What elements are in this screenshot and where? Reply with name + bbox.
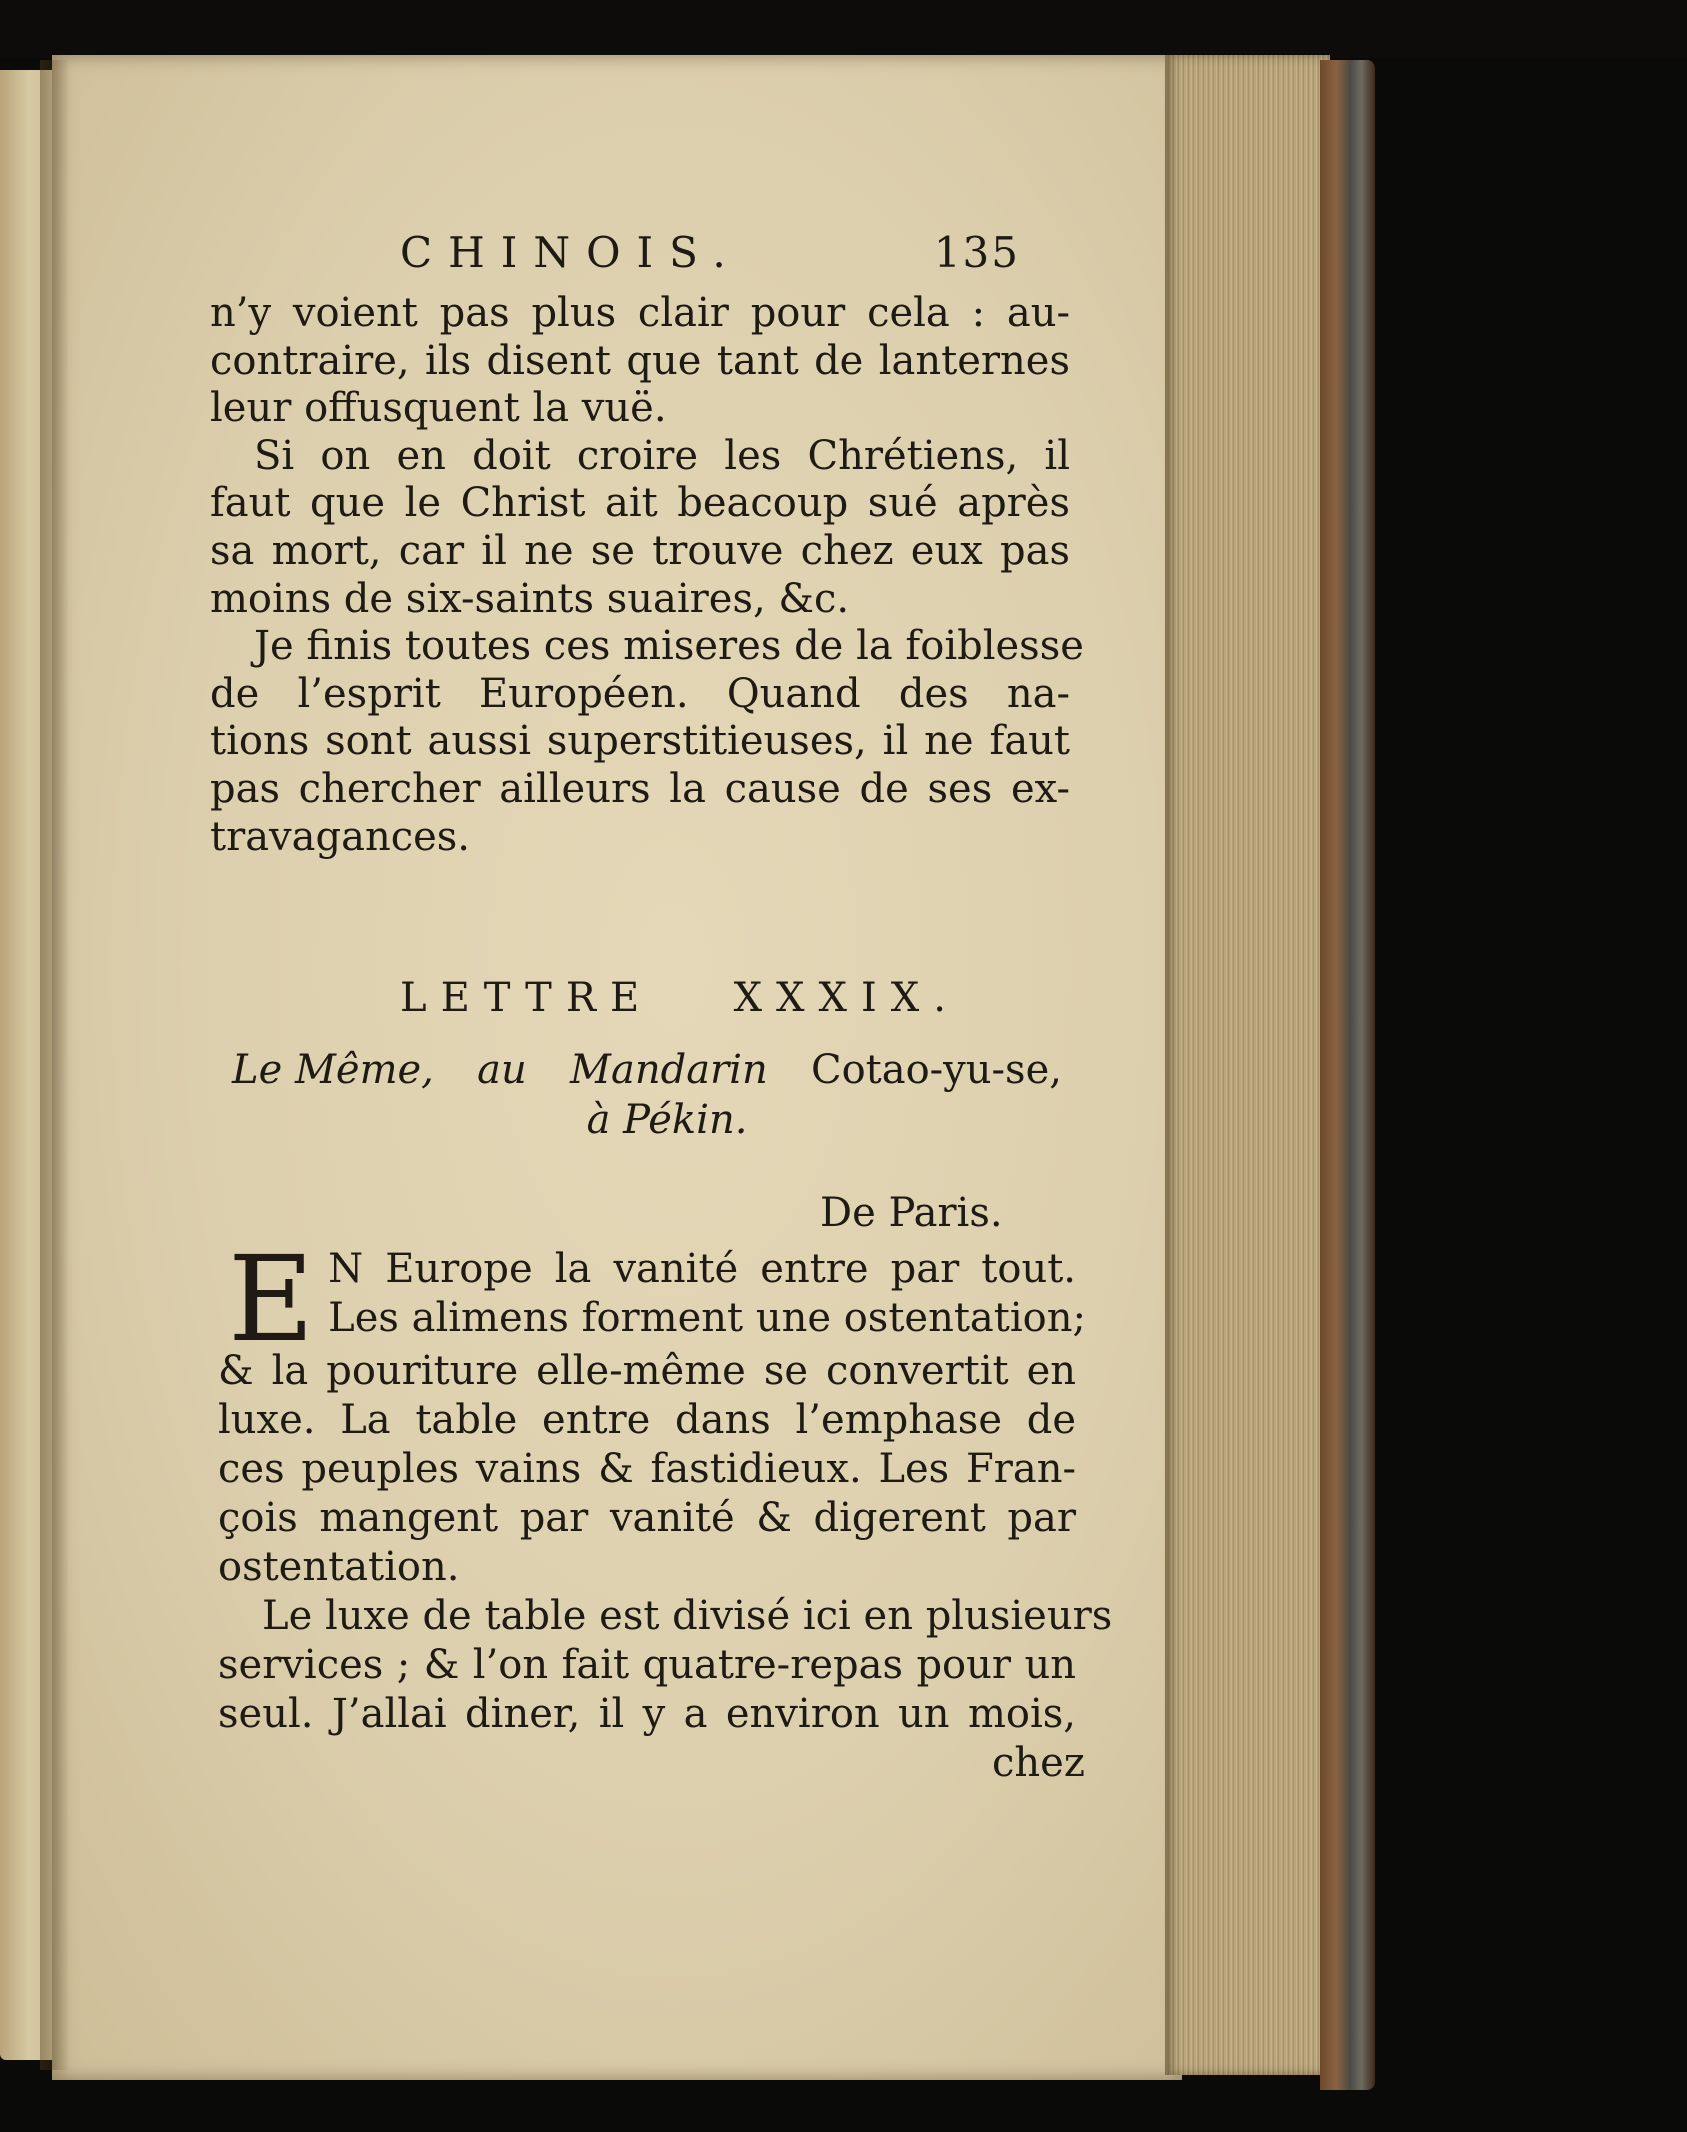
- text-line: Je finis toutes ces miseres de la foiblesse: [254, 623, 1084, 670]
- address-to: au: [477, 1047, 527, 1093]
- text-line: N Europe la vanité entre par tout.: [328, 1246, 1076, 1292]
- text-line: çois mangent par vanité & digerent par: [218, 1495, 1076, 1541]
- text-line: moins de six-saints suaires, &c.: [210, 575, 850, 622]
- text-line: contraire, ils disent que tant de lanternes: [210, 337, 1070, 384]
- page-edges: [1165, 55, 1330, 2075]
- text-line: faut que le Christ ait beacoup sué après: [210, 480, 1070, 527]
- recipient-name: Cotao-yu-se,: [810, 1047, 1062, 1093]
- text-line: services ; & l’on fait quatre-repas pour un: [218, 1642, 1076, 1688]
- letter-label: LETTRE: [400, 975, 654, 1021]
- background-strip: [0, 0, 1687, 58]
- sender: Le Même,: [232, 1047, 434, 1093]
- letter-number: XXXIX.: [733, 975, 960, 1021]
- book-cover: [1320, 60, 1375, 2090]
- running-title: CHINOIS.: [400, 228, 742, 277]
- text-line: ces peuples vains & fastidieux. Les Fran-: [218, 1446, 1076, 1492]
- recipient-location: à Pékin.: [586, 1097, 748, 1143]
- text-line: de l’esprit Européen. Quand des na-: [210, 670, 1070, 717]
- catchword: chez: [992, 1740, 1085, 1786]
- text-block-bottom: [218, 1230, 1113, 1739]
- text-line: Le luxe de table est divisé ici en plusieurs: [262, 1593, 1113, 1639]
- text-line: seul. J’allai diner, il y a environ un mois,: [218, 1691, 1076, 1737]
- letter-heading: [400, 975, 960, 1021]
- text-line: Si on en doit croire les Chrétiens, il: [254, 432, 1070, 479]
- recipient-title: Mandarin: [570, 1047, 768, 1093]
- text-line: Les alimens forment une ostentation;: [328, 1295, 1086, 1341]
- paragraph: [210, 433, 1070, 623]
- text-line: ostentation.: [218, 1544, 460, 1590]
- text-line: pas chercher ailleurs la cause de ses ex-: [210, 765, 1070, 812]
- text-line: leur offusquent la vuë.: [210, 385, 667, 432]
- paragraph: [210, 290, 1070, 433]
- text-line: sa mort, car il ne se trouve chez eux pas: [210, 527, 1070, 574]
- page-gutter: [40, 60, 68, 2070]
- text-line: n’y voient pas plus clair pour cela : au-: [210, 290, 1070, 336]
- text-line: & la pouriture elle-même se convertit en: [218, 1348, 1076, 1394]
- dateline-place: De Paris.: [820, 1190, 1003, 1236]
- paragraph: [210, 623, 1084, 861]
- letter-address: [232, 1045, 1062, 1145]
- running-head: [400, 228, 1040, 280]
- text-line: tions sont aussi superstitieuses, il ne faut: [210, 718, 1070, 765]
- text-block-top: [210, 290, 1084, 861]
- text-line: luxe. La table entre dans l’emphase de: [218, 1397, 1076, 1443]
- drop-cap: E: [228, 1230, 315, 1368]
- page-number: 135: [933, 228, 1020, 277]
- text-line: travagances.: [210, 813, 471, 860]
